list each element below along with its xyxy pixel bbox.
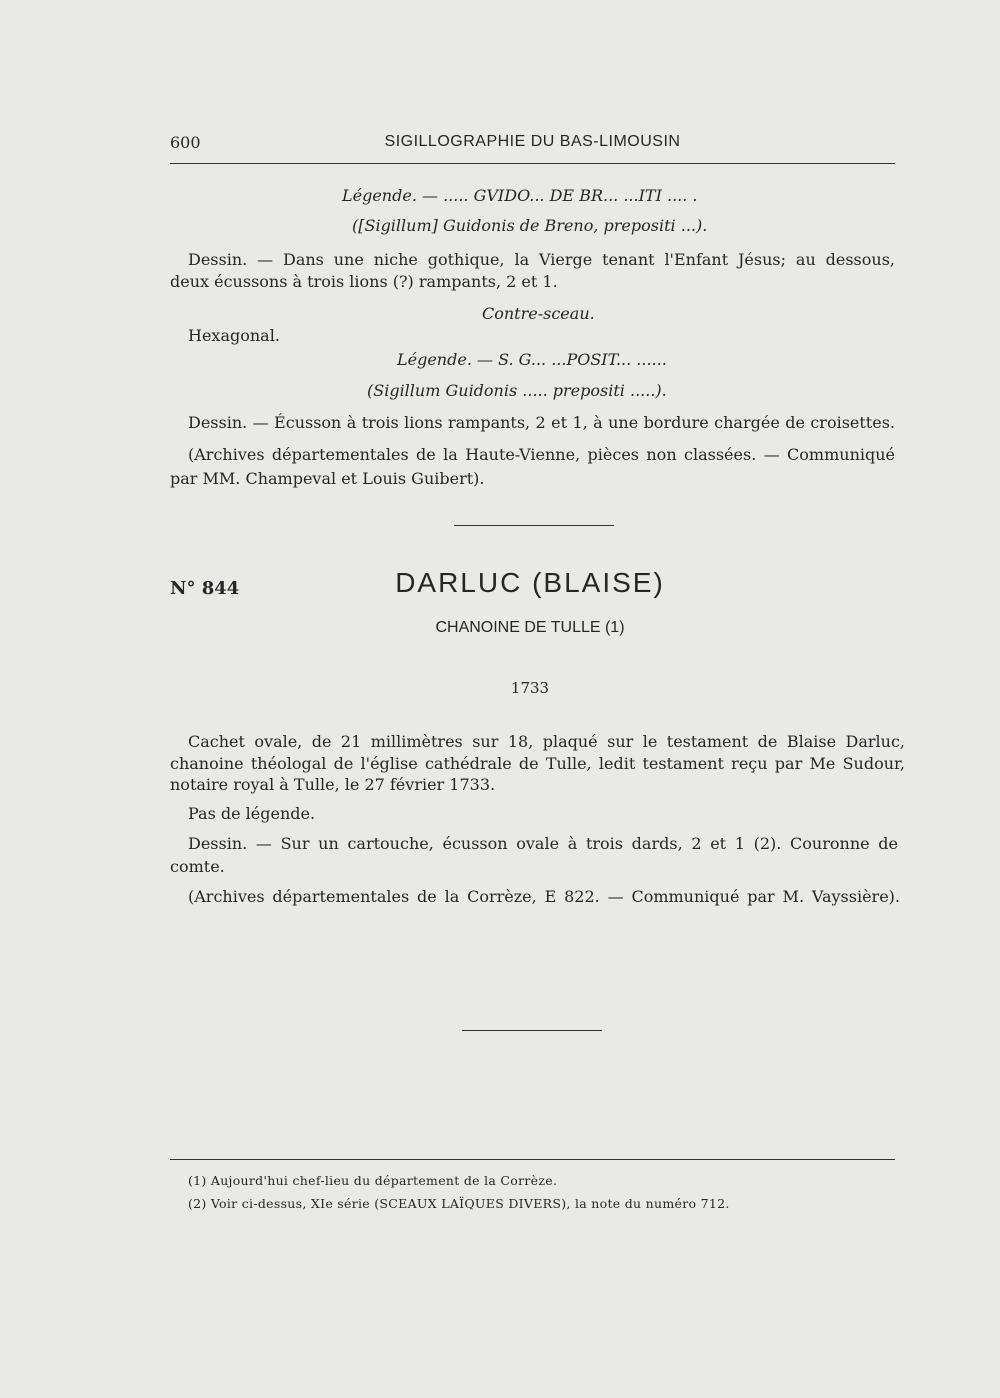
legend-2: Légende. — S. G... ...POSIT... ...... <box>397 350 667 369</box>
counterseal-shape: Hexagonal. <box>188 326 280 345</box>
page-number: 600 <box>170 133 201 152</box>
description-line-1: Cachet ovale, de 21 millimètres sur 18, plaqué sur le testament de Blaise Darluc, <box>188 732 905 751</box>
footnote-rule <box>170 1159 895 1160</box>
source-1-line-1: (Archives départementales de la Haute-Vienne, pièces non classées. — Communiqué <box>188 445 895 464</box>
entry-drawing-line-1: Dessin. — Sur un cartouche, écusson ovale à trois dards, 2 et 1 (2). Couronne de <box>188 834 898 853</box>
legend-1: Légende. — ..... GVIDO... DE BR... ...ITI .... . <box>342 186 698 205</box>
legend-2-reading: (Sigillum Guidonis ..... prepositi .....). <box>367 381 667 400</box>
drawing-1-line-1: Dessin. — Dans une niche gothique, la Vierge tenant l'Enfant Jésus; au dessous, <box>188 250 895 269</box>
footnote-1: (1) Aujourd'hui chef-lieu du département de la Corrèze. <box>188 1173 558 1188</box>
description-line-3: notaire royal à Tulle, le 27 février 1733. <box>170 775 496 794</box>
entry-title: CHANOINE DE TULLE (1) <box>435 619 625 636</box>
source-1-line-2: par MM. Champeval et Louis Guibert). <box>170 469 485 488</box>
entry-legend: Pas de légende. <box>188 804 316 823</box>
drawing-1-line-2: deux écussons à trois lions (?) rampants, 2 et 1. <box>170 272 558 291</box>
section-divider <box>454 525 614 526</box>
entry-source: (Archives départementales de la Corrèze, E 822. — Communiqué par M. Vayssière). <box>188 887 900 906</box>
legend-1-reading: ([Sigillum] Guidonis de Breno, prepositi ...). <box>352 216 708 235</box>
end-divider <box>462 1030 602 1031</box>
counterseal-title: Contre-sceau. <box>482 304 595 323</box>
entry-drawing-line-2: comte. <box>170 857 225 876</box>
header-rule <box>170 163 895 164</box>
entry-year: 1733 <box>510 679 550 697</box>
running-head <box>170 133 895 159</box>
running-title: SIGILLOGRAPHIE DU BAS-LIMOUSIN <box>384 133 681 150</box>
drawing-2: Dessin. — Écusson à trois lions rampants, 2 et 1, à une bordure chargée de croisettes. <box>188 413 895 432</box>
description-line-2: chanoine théologal de l'église cathédrale de Tulle, ledit testament reçu par Me Sudour, <box>170 754 905 773</box>
entry-number: N° 844 <box>170 578 240 599</box>
entry-name: DARLUC (BLAISE) <box>395 567 665 598</box>
footnote-2: (2) Voir ci-dessus, XIe série (SCEAUX LAÏQUES DIVERS), la note du numéro 712. <box>188 1196 730 1211</box>
